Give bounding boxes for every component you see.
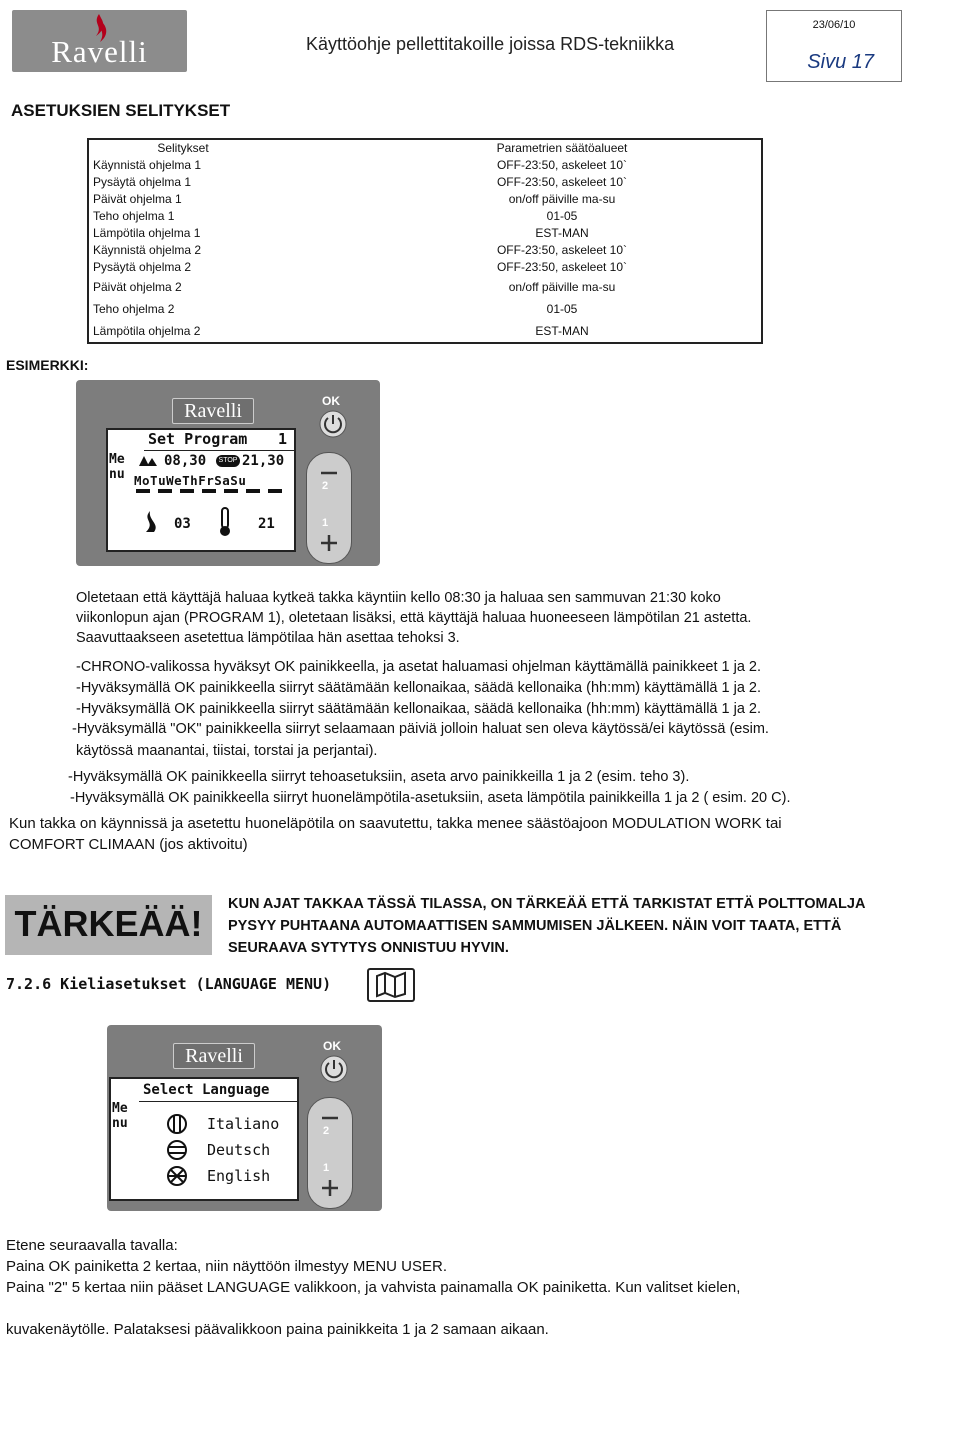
warning-line: KUN AJAT TAKKAA TÄSSÄ TILASSA, ON TÄRKEÄÄ ETTÄ TARKISTAT ETTÄ POLTTOMALJA xyxy=(228,896,866,912)
start-time: 08,30 xyxy=(164,453,207,469)
table-row xyxy=(88,320,762,343)
minus-icon xyxy=(313,1101,347,1135)
table-cell: Käynnistä ohjelma 2 xyxy=(93,243,202,257)
important-label: TÄRKEÄÄ! xyxy=(14,903,203,944)
important-box xyxy=(5,895,212,955)
button-1-label: 1 xyxy=(322,517,329,529)
footer-line: kuvakenäytölle. Palataksesi päävalikkoon paina painikkeita 1 ja 2 samaan aikaan. xyxy=(6,1321,549,1338)
table-row xyxy=(88,276,762,298)
power-flame-icon xyxy=(140,510,160,536)
table-cell: OFF-23:50, askeleet 10` xyxy=(496,260,628,274)
table-header: Parametrien säätöalueet xyxy=(496,141,628,155)
ok-power-button[interactable] xyxy=(305,1030,365,1090)
parameter-table xyxy=(87,138,763,344)
plus-button[interactable] xyxy=(312,526,346,560)
table-cell: Pysäytä ohjelma 1 xyxy=(93,175,192,189)
steps-list xyxy=(68,657,946,808)
screen-title: Select Language xyxy=(143,1082,270,1098)
step-line: -Hyväksymällä OK painikkeella siirryt huonelämpötila-asetuksiin, aseta lämpötila painikkeilla 1 ja 2 ( esim. 20 C). xyxy=(70,790,791,806)
power-value: 03 xyxy=(174,516,191,532)
language-option[interactable]: Italiano xyxy=(207,1115,280,1133)
program-number: 1 xyxy=(278,430,288,448)
footer-instructions xyxy=(6,1235,936,1340)
menu-side-label: Menu xyxy=(109,452,125,482)
step-line: -Hyväksymällä OK painikkeella siirryt säätämään kellonaikaa, säädä kellonaika (hh:mm) käyttämällä 1 ja 2. xyxy=(76,680,762,696)
intro-paragraph xyxy=(76,588,936,648)
table-cell: Teho ohjelma 1 xyxy=(93,209,175,223)
language-option[interactable]: English xyxy=(207,1167,271,1185)
panel-logo: Ravelli xyxy=(172,398,254,424)
footer-line: Etene seuraavalla tavalla: xyxy=(6,1237,178,1254)
menu-side-label: Menu xyxy=(112,1101,128,1131)
start-flame-icon xyxy=(136,454,160,468)
document-title: Käyttöohje pellettitakoille joissa RDS-tekniikka xyxy=(306,34,675,54)
footer-line: Paina OK painiketta 2 kertaa, niin näyttöön ilmestyy MENU USER. xyxy=(6,1258,448,1275)
table-cell: OFF-23:50, askeleet 10` xyxy=(496,175,628,189)
table-row xyxy=(88,298,762,320)
important-warning xyxy=(228,893,948,959)
table-cell: 01-05 xyxy=(546,209,578,223)
map-icon xyxy=(367,968,415,1002)
footer-line: Paina "2" 5 kertaa niin pääset LANGUAGE valikkoon, ja vahvista painamalla OK painiketta. Kun valitset kielen, xyxy=(6,1279,741,1296)
table-cell: Teho ohjelma 2 xyxy=(93,302,175,316)
button-2-label: 2 xyxy=(322,480,329,492)
intro-line: viikonlopun ajan (PROGRAM 1), oletetaan lisäksi, että käyttäjä haluaa huoneeseen lämpötilan 21 astetta. xyxy=(76,610,752,626)
step-line: -CHRONO-valikossa hyväksyt OK painikkeella, ja asetat haluamasi ohjelman käyttämällä painikkeet 1 ja 2. xyxy=(76,659,762,675)
plus-icon xyxy=(313,1171,347,1205)
temperature-value: 21 xyxy=(258,516,275,532)
table-row xyxy=(88,225,762,242)
stop-time: 21,30 xyxy=(242,453,285,469)
table-cell: OFF-23:50, askeleet 10` xyxy=(496,243,628,257)
modulation-paragraph xyxy=(9,813,939,855)
title-divider xyxy=(139,1101,297,1102)
table-row xyxy=(88,174,762,191)
table-row xyxy=(88,191,762,208)
table-row xyxy=(88,157,762,174)
table-row xyxy=(88,208,762,225)
control-panel-program xyxy=(76,380,380,566)
weekdays: MoTuWeThFrSaSu xyxy=(134,473,247,488)
section-title: ASETUKSIEN SELITYKSET xyxy=(11,101,231,120)
table-cell: Päivät ohjelma 2 xyxy=(93,280,182,294)
power-icon xyxy=(319,1054,349,1084)
screen-title: Set Program xyxy=(148,430,248,448)
lcd-screen xyxy=(109,1077,299,1201)
ok-label: OK xyxy=(323,1039,341,1053)
power-icon xyxy=(318,409,348,439)
table-cell: Päivät ohjelma 1 xyxy=(93,192,182,206)
table-cell: Pysäytä ohjelma 2 xyxy=(93,260,192,274)
intro-line: Oletetaan että käyttäjä haluaa kytkeä takka käyntiin kello 08:30 ja haluaa sen sammuvan 21:30 koko xyxy=(76,590,721,606)
warning-line: SEURAAVA SYTYTYS ONNISTUU HYVIN. xyxy=(228,940,509,956)
flag-icon xyxy=(166,1113,188,1135)
table-cell: OFF-23:50, askeleet 10` xyxy=(496,158,628,172)
minus-button[interactable] xyxy=(312,456,346,490)
step-line: -Hyväksymällä "OK" painikkeella siirryt selaamaan päiviä jolloin haluat sen oleva käytössä/ei käytössä (esim. xyxy=(72,721,769,737)
step-line: -Hyväksymällä OK painikkeella siirryt tehoasetuksiin, aseta arvo painikkeilla 1 ja 2 (esim. teho 3). xyxy=(68,769,690,785)
stop-icon: STOP xyxy=(216,455,240,467)
button-1-label: 1 xyxy=(323,1162,330,1174)
control-panel-language xyxy=(107,1025,382,1211)
table-header-row xyxy=(88,139,762,157)
plus-icon xyxy=(312,526,346,560)
example-label: ESIMERKKI: xyxy=(6,357,89,373)
table-cell: on/off päiville ma-su xyxy=(508,280,616,294)
modulation-line: COMFORT CLIMAAN (jos aktivoitu) xyxy=(9,836,248,853)
date-page-box xyxy=(766,10,902,82)
button-2-label: 2 xyxy=(323,1125,330,1137)
table-cell: Käynnistä ohjelma 1 xyxy=(93,158,202,172)
document-date: 23/06/10 xyxy=(812,19,856,31)
minus-icon xyxy=(312,456,346,490)
logo-text: Ravelli xyxy=(51,34,148,69)
table-cell: EST-MAN xyxy=(535,324,589,338)
table-cell: EST-MAN xyxy=(535,226,589,240)
table-cell: 01-05 xyxy=(546,302,578,316)
ok-power-button[interactable] xyxy=(304,385,364,445)
table-cell: Lämpötila ohjelma 1 xyxy=(93,226,201,240)
language-heading: 7.2.6 Kieliasetukset (LANGUAGE MENU) xyxy=(6,975,332,993)
title-divider xyxy=(144,450,294,451)
warning-line: PYSYY PUHTAANA AUTOMAATTISEN SAMMUMISEN JÄLKEEN. NÄIN VOIT TAATA, ETTÄ xyxy=(228,918,842,934)
ravelli-logo xyxy=(12,10,187,72)
table-row xyxy=(88,242,762,259)
flag-icon xyxy=(166,1165,188,1187)
plus-button[interactable] xyxy=(313,1171,347,1205)
flag-icon xyxy=(166,1139,188,1161)
table-cell: on/off päiville ma-su xyxy=(508,192,616,206)
intro-line: Saavuttaakseen asetettua lämpötilaa hän asettaa tehoksi 3. xyxy=(76,630,460,646)
lcd-screen xyxy=(106,428,296,552)
panel-logo: Ravelli xyxy=(173,1043,255,1069)
language-option[interactable]: Deutsch xyxy=(207,1141,271,1159)
day-markers xyxy=(136,489,286,493)
page-number: Sivu 17 xyxy=(807,51,874,73)
table-header: Selitykset xyxy=(157,141,209,155)
ok-label: OK xyxy=(322,394,340,408)
table-cell: Lämpötila ohjelma 2 xyxy=(93,324,201,338)
table-row xyxy=(88,259,762,276)
minus-button[interactable] xyxy=(313,1101,347,1135)
step-line: käytössä maanantai, tiistai, torstai ja perjantai). xyxy=(76,743,378,759)
step-line: -Hyväksymällä OK painikkeella siirryt säätämään kellonaikaa, säädä kellonaika (hh:mm) käyttämällä 1 ja 2. xyxy=(76,701,762,717)
modulation-line: Kun takka on käynnissä ja asetettu huoneläpötila on saavutettu, takka menee säästöajoon MODULATION WORK tai xyxy=(9,815,782,832)
thermometer-icon xyxy=(218,506,232,538)
